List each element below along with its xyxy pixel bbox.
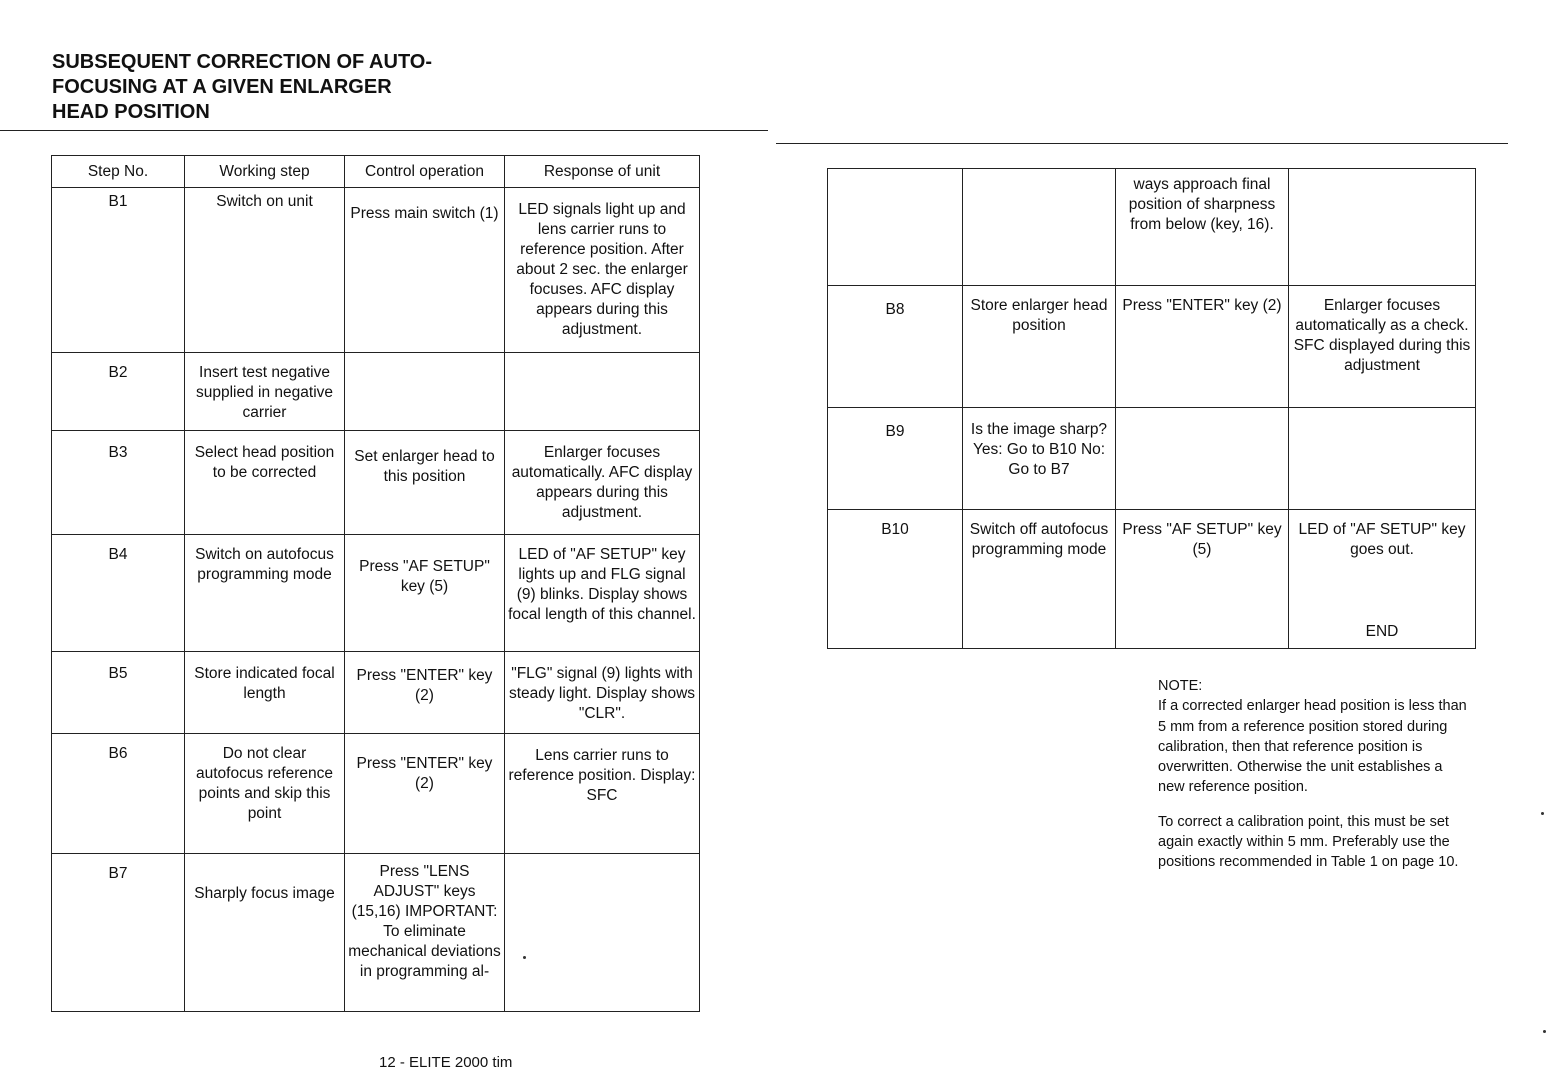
- page-title-line-1: SUBSEQUENT CORRECTION OF AUTO-: [52, 51, 433, 73]
- table-header-row: [52, 156, 700, 188]
- response-cell: [505, 353, 700, 431]
- working-step-cell: Switch off autofocus programming mode: [963, 510, 1116, 649]
- note-label: NOTE:: [1158, 678, 1203, 694]
- note-block: [1158, 676, 1468, 887]
- response-cell: [1289, 510, 1476, 649]
- working-step-cell: Insert test negative supplied in negative carrier: [185, 353, 345, 431]
- table-row: [828, 408, 1476, 510]
- page-title-line-2: FOCUSING AT A GIVEN ENLARGER: [52, 76, 392, 98]
- step-cell: [828, 169, 963, 286]
- response-cell: LED signals light up and lens carrier runs to reference position. After about 2 sec. the enlarger focuses. AFC display appears during this adjustment.: [505, 188, 700, 353]
- working-step-cell: Is the image sharp? Yes: Go to B10 No: Go to B7: [963, 408, 1116, 510]
- page-title-line-3: HEAD POSITION: [52, 101, 210, 123]
- working-step-cell: [963, 169, 1116, 286]
- procedure-table-right: [827, 168, 1476, 649]
- control-operation-cell: ways approach final position of sharpness from below (key, 16).: [1116, 169, 1289, 286]
- response-text: LED of "AF SETUP" key goes out.: [1298, 521, 1466, 558]
- table-row: [828, 510, 1476, 649]
- table-row: [52, 734, 700, 854]
- step-cell: B6: [52, 734, 185, 854]
- table-row: [52, 188, 700, 353]
- page-title: [52, 50, 572, 125]
- table-row: [828, 169, 1476, 286]
- step-cell: B9: [828, 408, 963, 510]
- working-step-cell: Switch on unit: [185, 188, 345, 353]
- control-operation-cell: Press "ENTER" key (2): [345, 734, 505, 854]
- control-operation-cell: Set enlarger head to this position: [345, 431, 505, 535]
- table-row: [52, 353, 700, 431]
- table-row: [52, 431, 700, 535]
- working-step-cell: Switch on autofocus programming mode: [185, 535, 345, 652]
- working-step-cell: Select head position to be corrected: [185, 431, 345, 535]
- step-cell: B1: [52, 188, 185, 353]
- title-rule-right: [776, 143, 1508, 144]
- working-step-cell: Sharply focus image: [185, 854, 345, 1012]
- header-control-operation: Control operation: [345, 156, 505, 188]
- step-cell: B2: [52, 353, 185, 431]
- step-cell: B8: [828, 286, 963, 408]
- response-cell: "FLG" signal (9) lights with steady light. Display shows "CLR".: [505, 652, 700, 734]
- working-step-cell: Store enlarger head position: [963, 286, 1116, 408]
- control-operation-cell: Press "ENTER" key (2): [1116, 286, 1289, 408]
- response-cell: [505, 854, 700, 1012]
- response-cell: LED of "AF SETUP" key lights up and FLG signal (9) blinks. Display shows focal length of this channel.: [505, 535, 700, 652]
- control-operation-cell: Press main switch (1): [345, 188, 505, 353]
- response-cell: [1289, 408, 1476, 510]
- page-footer: 12 - ELITE 2000 tim: [379, 1054, 513, 1071]
- table-row: [828, 286, 1476, 408]
- header-step-no: Step No.: [52, 156, 185, 188]
- table-row: [52, 652, 700, 734]
- working-step-cell: Do not clear autofocus reference points and skip this point: [185, 734, 345, 854]
- scan-speck: [523, 956, 526, 959]
- control-operation-cell: Press "AF SETUP" key (5): [1116, 510, 1289, 649]
- scan-speck: [1541, 812, 1544, 815]
- procedure-table-left: [51, 155, 700, 1012]
- response-cell: Enlarger focuses automatically. AFC display appears during this adjustment.: [505, 431, 700, 535]
- header-working-step: Working step: [185, 156, 345, 188]
- scan-speck: [1543, 1030, 1546, 1033]
- step-cell: B7: [52, 854, 185, 1012]
- note-paragraph-2: To correct a calibration point, this must be set again exactly within 5 mm. Preferably use the positions recommended in Table 1 on page 10.: [1158, 813, 1459, 871]
- control-operation-cell: [345, 353, 505, 431]
- control-operation-cell: Press "ENTER" key (2): [345, 652, 505, 734]
- table-row: [52, 854, 700, 1012]
- response-cell: [1289, 169, 1476, 286]
- step-cell: B4: [52, 535, 185, 652]
- table-row: [52, 535, 700, 652]
- response-cell: Lens carrier runs to reference position. Display: SFC: [505, 734, 700, 854]
- response-cell: Enlarger focuses automatically as a check. SFC displayed during this adjustment: [1289, 286, 1476, 408]
- header-response-of-unit: Response of unit: [505, 156, 700, 188]
- working-step-cell: Store indicated focal length: [185, 652, 345, 734]
- control-operation-cell: Press "AF SETUP" key (5): [345, 535, 505, 652]
- note-paragraph-1: If a corrected enlarger head position is less than 5 mm from a reference position stored during calibration, then that reference position is overwritten. Otherwise the unit establishes a new reference position.: [1158, 698, 1467, 796]
- control-operation-cell: [1116, 408, 1289, 510]
- title-rule-left: [0, 130, 768, 131]
- end-label: END: [1365, 623, 1399, 640]
- control-operation-cell: Press "LENS ADJUST" keys (15,16) IMPORTANT: To eliminate mechanical deviations in programming al-: [345, 854, 505, 1012]
- step-cell: B3: [52, 431, 185, 535]
- step-cell: B10: [828, 510, 963, 649]
- step-cell: B5: [52, 652, 185, 734]
